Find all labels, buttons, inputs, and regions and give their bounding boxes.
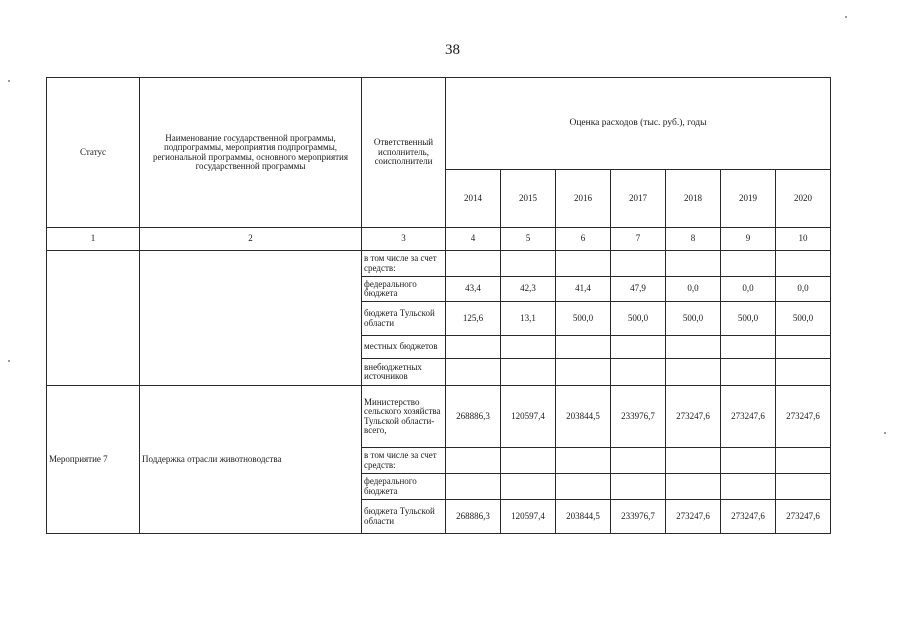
value-cell: 13,1: [501, 302, 556, 336]
index-cell: 5: [501, 228, 556, 251]
scan-speck: [884, 432, 886, 434]
scan-speck: [845, 16, 847, 18]
value-cell: 273247,6: [776, 386, 831, 448]
index-cell: 4: [446, 228, 501, 251]
value-cell: [611, 448, 666, 474]
executor-cell: в том числе за счет средств:: [362, 251, 446, 277]
value-cell: [666, 251, 721, 277]
name-cell: [140, 251, 362, 386]
executor-cell: в том числе за счет средств:: [362, 448, 446, 474]
value-cell: [666, 448, 721, 474]
value-cell: [721, 448, 776, 474]
value-cell: 233976,7: [611, 500, 666, 534]
executor-cell: бюджета Тульской области: [362, 302, 446, 336]
value-cell: 203844,5: [556, 386, 611, 448]
value-cell: 500,0: [721, 302, 776, 336]
value-cell: 273247,6: [666, 386, 721, 448]
value-cell: 42,3: [501, 277, 556, 302]
value-cell: [556, 251, 611, 277]
value-cell: [611, 336, 666, 359]
value-cell: [556, 448, 611, 474]
value-cell: [556, 359, 611, 386]
value-cell: [721, 359, 776, 386]
header-program-name: Наименование государственной программы, подпрограммы, мероприятия подпрограммы, региональной программы, основного мероприятия государственной программы: [140, 78, 362, 228]
year-cell: 2016: [556, 170, 611, 228]
value-cell: 268886,3: [446, 500, 501, 534]
status-cell: Мероприятие 7: [47, 386, 140, 534]
index-cell: 9: [721, 228, 776, 251]
year-cell: 2014: [446, 170, 501, 228]
value-cell: 273247,6: [776, 500, 831, 534]
value-cell: [721, 336, 776, 359]
value-cell: [666, 359, 721, 386]
value-cell: 203844,5: [556, 500, 611, 534]
year-cell: 2015: [501, 170, 556, 228]
budget-table: [46, 77, 831, 534]
value-cell: [446, 448, 501, 474]
value-cell: 125,6: [446, 302, 501, 336]
value-cell: [776, 448, 831, 474]
value-cell: [501, 336, 556, 359]
value-cell: 273247,6: [721, 386, 776, 448]
value-cell: [446, 251, 501, 277]
index-cell: 3: [362, 228, 446, 251]
value-cell: [556, 474, 611, 500]
value-cell: 268886,3: [446, 386, 501, 448]
value-cell: [556, 336, 611, 359]
value-cell: 500,0: [611, 302, 666, 336]
value-cell: [721, 251, 776, 277]
index-cell: 10: [776, 228, 831, 251]
value-cell: [501, 359, 556, 386]
executor-cell: местных бюджетов: [362, 336, 446, 359]
value-cell: 233976,7: [611, 386, 666, 448]
scan-speck: [8, 80, 10, 82]
executor-cell: федерального бюджета: [362, 277, 446, 302]
index-cell: 1: [47, 228, 140, 251]
value-cell: 41,4: [556, 277, 611, 302]
index-cell: 6: [556, 228, 611, 251]
index-row: [47, 228, 831, 251]
value-cell: [776, 336, 831, 359]
executor-cell: внебюджетных источников: [362, 359, 446, 386]
value-cell: [666, 336, 721, 359]
value-cell: [501, 251, 556, 277]
year-cell: 2019: [721, 170, 776, 228]
value-cell: 273247,6: [721, 500, 776, 534]
table-row: [47, 386, 831, 448]
value-cell: [501, 474, 556, 500]
value-cell: 500,0: [556, 302, 611, 336]
index-cell: 8: [666, 228, 721, 251]
value-cell: 273247,6: [666, 500, 721, 534]
page-number: 38: [445, 42, 460, 58]
scan-speck: [8, 360, 10, 362]
value-cell: [776, 474, 831, 500]
year-cell: 2020: [776, 170, 831, 228]
index-cell: 7: [611, 228, 666, 251]
value-cell: [776, 359, 831, 386]
value-cell: 500,0: [666, 302, 721, 336]
index-cell: 2: [140, 228, 362, 251]
value-cell: 120597,4: [501, 386, 556, 448]
year-cell: 2018: [666, 170, 721, 228]
value-cell: 47,9: [611, 277, 666, 302]
year-cell: 2017: [611, 170, 666, 228]
header-expenses: Оценка расходов (тыс. руб.), годы: [446, 78, 831, 170]
header-status: Статус: [47, 78, 140, 228]
value-cell: 43,4: [446, 277, 501, 302]
value-cell: 500,0: [776, 302, 831, 336]
value-cell: 120597,4: [501, 500, 556, 534]
value-cell: [666, 474, 721, 500]
table-row: [47, 251, 831, 277]
executor-cell: Министерство сельского хозяйства Тульской области- всего,: [362, 386, 446, 448]
value-cell: [611, 359, 666, 386]
value-cell: [611, 474, 666, 500]
value-cell: 0,0: [666, 277, 721, 302]
value-cell: [446, 336, 501, 359]
executor-cell: бюджета Тульской области: [362, 500, 446, 534]
value-cell: 0,0: [721, 277, 776, 302]
value-cell: 0,0: [776, 277, 831, 302]
value-cell: [721, 474, 776, 500]
value-cell: [776, 251, 831, 277]
status-cell: [47, 251, 140, 386]
header-executor: Ответственный исполнитель, соисполнители: [362, 78, 446, 228]
executor-cell: федерального бюджета: [362, 474, 446, 500]
value-cell: [501, 448, 556, 474]
value-cell: [611, 251, 666, 277]
value-cell: [446, 359, 501, 386]
name-cell: Поддержка отрасли животноводства: [140, 386, 362, 534]
value-cell: [446, 474, 501, 500]
